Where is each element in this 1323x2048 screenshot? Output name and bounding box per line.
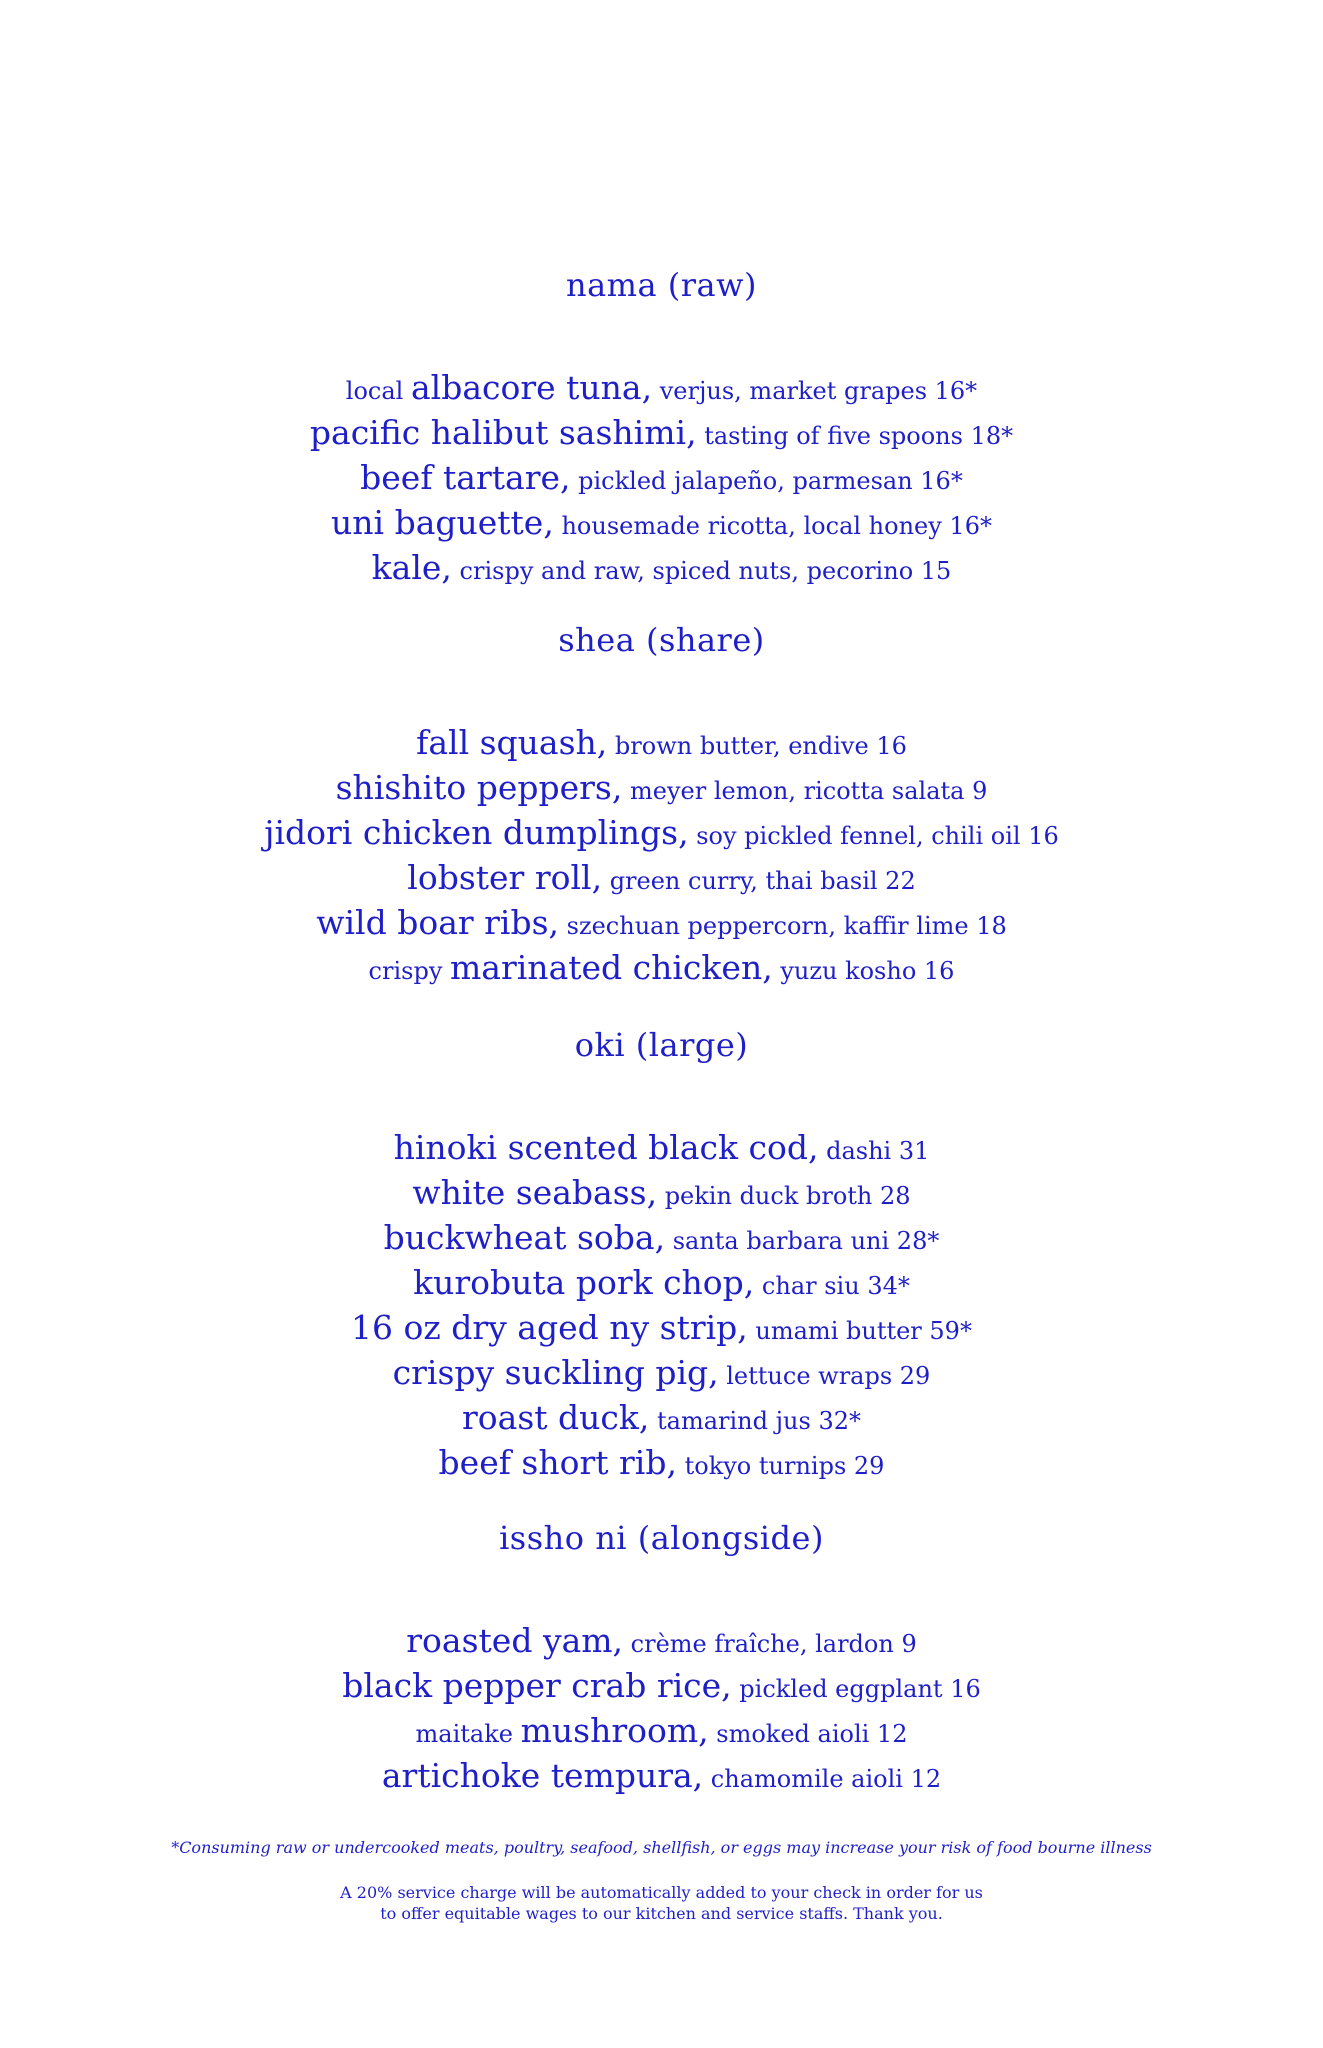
- item-prefix: maitake: [415, 1720, 521, 1748]
- section-oki: [0, 1015, 1323, 1485]
- menu-item: [0, 455, 1323, 500]
- section-title: issho ni (alongside): [499, 1519, 824, 1557]
- menu-item: [0, 1170, 1323, 1215]
- menu-item: [0, 1350, 1323, 1395]
- menu-items: [0, 1618, 1323, 1798]
- item-name: white seabass,: [412, 1173, 658, 1212]
- menu-item: [0, 900, 1323, 945]
- item-description: pickled eggplant 16: [731, 1675, 981, 1703]
- menu-item: [0, 1708, 1323, 1753]
- service-charge-line: A 20% service charge will be automatically added to your check in order for us: [340, 1883, 983, 1902]
- item-description: housemade ricotta, local honey 16*: [553, 512, 992, 540]
- menu-item: [0, 545, 1323, 590]
- item-name: roast duck,: [462, 1398, 650, 1437]
- item-name: fall squash,: [416, 723, 608, 762]
- item-name: kale,: [371, 548, 452, 587]
- item-prefix: local: [345, 377, 411, 405]
- menu-item: [0, 810, 1323, 855]
- item-description: dashi 31: [818, 1137, 930, 1165]
- menu-item: [0, 500, 1323, 545]
- menu-item: [0, 410, 1323, 455]
- item-name: crispy suckling pig,: [392, 1353, 719, 1392]
- item-name: pacific halibut sashimi,: [309, 413, 697, 452]
- menu-items: [0, 1125, 1323, 1485]
- item-description: szechuan peppercorn, kaffir lime 18: [559, 912, 1007, 940]
- item-name: artichoke tempura,: [381, 1756, 704, 1795]
- menu-item: [0, 1395, 1323, 1440]
- section-title: shea (share): [558, 621, 765, 659]
- menu-item: [0, 765, 1323, 810]
- item-description: tamarind jus 32*: [649, 1407, 861, 1435]
- item-description: pekin duck broth 28: [657, 1182, 911, 1210]
- service-charge-line: to offer equitable wages to our kitchen and service staffs. Thank you.: [380, 1904, 943, 1923]
- menu-item: [0, 945, 1323, 990]
- item-description: green curry, thai basil 22: [602, 867, 916, 895]
- item-name: 16 oz dry aged ny strip,: [351, 1308, 748, 1347]
- section-title: oki (large): [574, 1026, 749, 1064]
- menu-item: [0, 1618, 1323, 1663]
- item-name: roasted yam,: [406, 1621, 624, 1660]
- item-description: char siu 34*: [754, 1272, 910, 1300]
- item-description: chamomile aioli 12: [703, 1765, 942, 1793]
- item-name: beef short rib,: [438, 1443, 677, 1482]
- menu-items: [0, 720, 1323, 990]
- item-description: umami butter 59*: [747, 1317, 972, 1345]
- item-description: pickled jalapeño, parmesan 16*: [570, 467, 963, 495]
- allergy-disclaimer: *Consuming raw or undercooked meats, poultry, seafood, shellfish, or eggs may increase your risk of food bourne illness: [171, 1838, 1152, 1857]
- menu-item: [0, 1663, 1323, 1708]
- item-description: smoked aioli 12: [708, 1720, 908, 1748]
- item-name: wild boar ribs,: [316, 903, 560, 942]
- item-name: shishito peppers,: [335, 768, 623, 807]
- item-description: crème fraîche, lardon 9: [623, 1630, 917, 1658]
- menu-items: [0, 365, 1323, 590]
- item-name: lobster roll,: [407, 858, 603, 897]
- menu-item: [0, 720, 1323, 765]
- menu-item: [0, 1753, 1323, 1798]
- item-name: black pepper crab rice,: [342, 1666, 732, 1705]
- item-description: crispy and raw, spiced nuts, pecorino 15: [451, 557, 952, 585]
- section-issho-ni: [0, 1508, 1323, 1798]
- menu-item: [0, 365, 1323, 410]
- item-name: jidori chicken dumplings,: [264, 813, 689, 852]
- item-description: tasting of five spoons 18*: [696, 422, 1014, 450]
- item-name: uni baguette,: [331, 503, 554, 542]
- item-name: buckwheat soba,: [383, 1218, 666, 1257]
- item-name: marinated chicken,: [450, 948, 773, 987]
- item-name: beef tartare,: [360, 458, 571, 497]
- menu-item: [0, 1215, 1323, 1260]
- menu-item: [0, 855, 1323, 900]
- menu-item: [0, 1260, 1323, 1305]
- item-description: lettuce wraps 29: [718, 1362, 931, 1390]
- item-name: kurobuta pork chop,: [413, 1263, 755, 1302]
- section-title: nama (raw): [565, 266, 757, 304]
- menu-item: [0, 1125, 1323, 1170]
- item-description: meyer lemon, ricotta salata 9: [622, 777, 988, 805]
- item-description: soy pickled fennel, chili oil 16: [688, 822, 1059, 850]
- item-name: hinoki scented black cod,: [393, 1128, 819, 1167]
- item-description: verjus, market grapes 16*: [652, 377, 978, 405]
- service-charge-note: [0, 1882, 1323, 1924]
- menu-item: [0, 1440, 1323, 1485]
- item-description: tokyo turnips 29: [676, 1452, 885, 1480]
- item-description: santa barbara uni 28*: [665, 1227, 940, 1255]
- item-prefix: crispy: [368, 957, 451, 985]
- item-description: yuzu kosho 16: [772, 957, 955, 985]
- section-shea: [0, 610, 1323, 990]
- section-nama: [0, 255, 1323, 590]
- item-name: albacore tuna,: [410, 368, 653, 407]
- menu-item: [0, 1305, 1323, 1350]
- item-name: mushroom,: [520, 1711, 709, 1750]
- item-description: brown butter, endive 16: [607, 732, 907, 760]
